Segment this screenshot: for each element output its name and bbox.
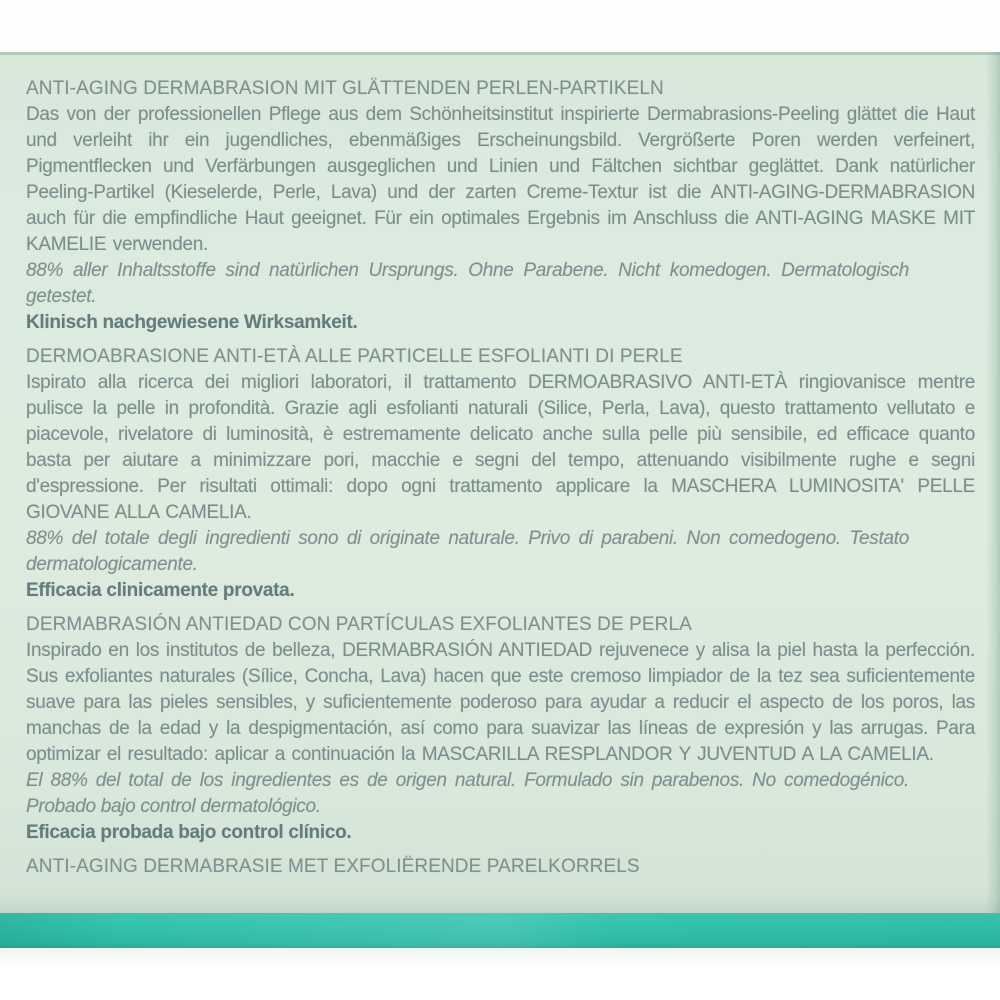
- dutch-heading: ANTI-AGING DERMABRASIE MET EXFOLIËRENDE PARELKORRELS: [26, 856, 640, 877]
- section-dutch: [26, 854, 975, 880]
- spanish-claims: El 88% del total de los ingredientes es de origen natural. Formulado sin parabenos. No comedogénico. Probado bajo control dermatológico.: [26, 770, 909, 817]
- italian-heading: DERMOABRASIONE ANTI-ETÀ ALLE PARTICELLE ESFOLIANTI DI PERLE: [26, 346, 683, 367]
- section-german: [26, 76, 975, 336]
- german-efficacy: Klinisch nachgewiesene Wirksamkeit.: [26, 312, 358, 333]
- german-heading: ANTI-AGING DERMABRASION MIT GLÄTTENDEN PERLEN-PARTIKELN: [26, 78, 664, 99]
- bottom-white-margin: [0, 948, 1000, 1000]
- spanish-heading: DERMABRASIÓN ANTIEDAD CON PARTÍCULAS EXFOLIANTES DE PERLA: [26, 614, 692, 635]
- german-claims: 88% aller Inhaltsstoffe sind natürlichen Ursprungs. Ohne Parabene. Nicht komedogen. Dermatologisch getestet.: [26, 260, 909, 307]
- teal-band-shading: [0, 913, 1000, 948]
- section-italian: [26, 344, 975, 604]
- panel-right-edge-shadow: [986, 52, 1000, 913]
- spanish-description: Inspirado en los institutos de belleza, DERMABRASIÓN ANTIEDAD rejuvenece y alisa la piel hasta la perfección. Sus exfoliantes naturales (Sílice, Concha, Lava) hacen que este cremoso limpiador de la tez sea suficientemente suave para las pieles sensibles, y suficientemente poderoso para ayudar a reducir el aspecto de los poros, las manchas de la edad y la despigmentación, así como para suavizar las líneas de expresión y las arrugas. Para optimizar el resultado: aplicar a continuación la MASCARILLA RESPLANDOR Y JUVENTUD A LA CAMELIA.: [26, 640, 975, 765]
- section-spanish: [26, 612, 975, 846]
- spanish-efficacy: Eficacia probada bajo control clínico.: [26, 822, 352, 843]
- panel-bottom-shadow: [0, 895, 1000, 913]
- italian-description: Ispirato alla ricerca dei migliori laboratori, il trattamento DERMOABRASIVO ANTI-ETÀ ringiovanisce mentre pulisce la pelle in profondità. Grazie agli esfolianti naturali (Silice, Perla, Lava), questo trattamento vellutato e piacevole, rivelatore di luminosità, è estremamente delicato anche sulla pelle più sensibile, ed efficace quanto basta per aiutare a minimizzare pori, macchie e segni del tempo, attenuando visibilmente rughe e segni d'espressione. Per risultati ottimali: dopo ogni trattamento applicare la MASCHERA LUMINOSITA' PELLE GIOVANE ALLA CAMELIA.: [26, 372, 975, 523]
- label-text-area: [0, 52, 1000, 880]
- italian-claims: 88% del totale degli ingredienti sono di originate naturale. Privo di parabeni. Non comedogeno. Testato dermatologicamente.: [26, 528, 909, 575]
- box-edge-teal-band: [0, 913, 1000, 948]
- german-description: Das von der professionellen Pflege aus dem Schönheitsinstitut inspirierte Dermabrasions-Peeling glättet die Haut und verleiht ihr ein jugendliches, ebenmäßiges Erscheinungsbild. Vergrößerte Poren werden verfeinert, Pigmentflecken und Verfärbungen ausgeglichen und Linien und Fältchen sichtbar geglättet. Dank natürlicher Peeling-Partikel (Kieselerde, Perle, Lava) und der zarten Creme-Textur ist die ANTI-AGING-DERMABRASION auch für die empfindliche Haut geeignet. Für ein optimales Ergebnis im Anschluss die ANTI-AGING MASKE MIT KAMELIE verwenden.: [26, 104, 975, 255]
- italian-efficacy: Efficacia clinicamente provata.: [26, 580, 295, 601]
- packaging-back-panel: [0, 52, 1000, 913]
